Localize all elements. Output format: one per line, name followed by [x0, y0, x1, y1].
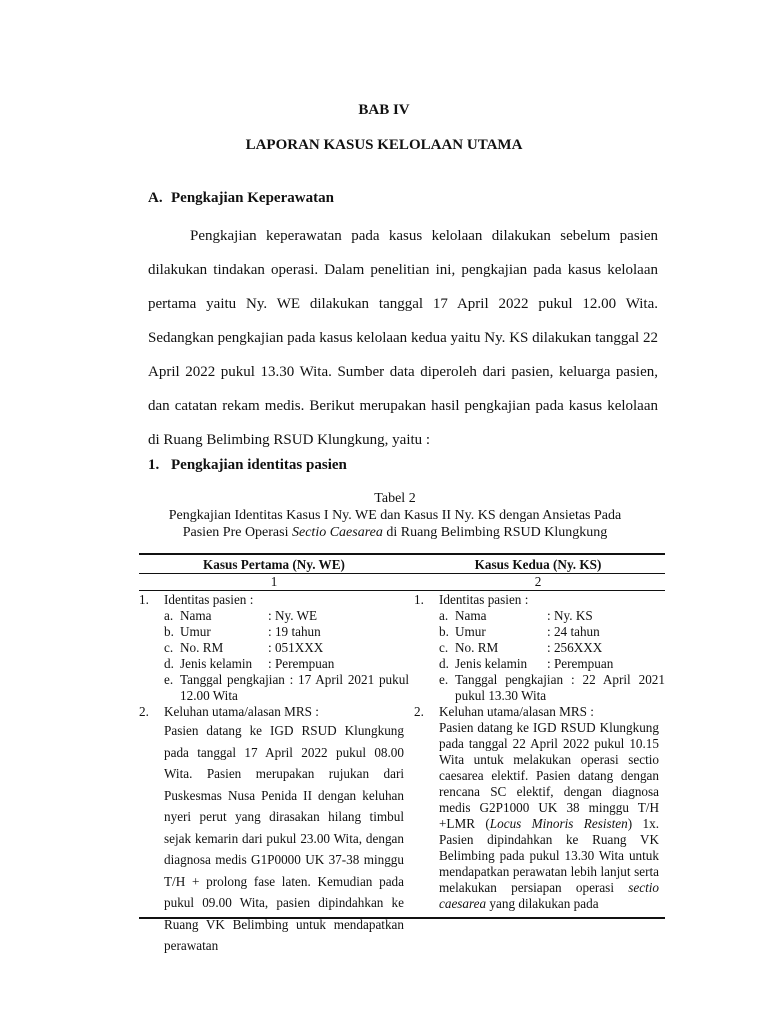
column-number-2: 2	[534, 574, 542, 589]
case2-column	[414, 592, 665, 912]
field-letter: e.	[164, 672, 174, 687]
field-medical-record	[164, 640, 409, 656]
chapter-heading: BAB IV	[358, 102, 410, 118]
field-label: Umur	[455, 624, 486, 639]
section-title: Pengkajian Keperawatan	[171, 190, 334, 206]
complaint-italic-term: sectio caesarea	[439, 880, 659, 911]
field-value: : Perempuan	[268, 656, 335, 671]
field-assessment-date	[164, 672, 409, 704]
item-title: Keluhan utama/alasan MRS :	[439, 704, 594, 719]
field-label: Umur	[180, 624, 211, 639]
subsection-number: 1.	[148, 457, 160, 473]
item-number: 2.	[414, 704, 424, 719]
case1-identity-item	[139, 592, 409, 704]
complaint-text-part: Pasien datang ke IGD RSUD Klungkung pada tanggal 22 April 2022 pukul 10.15 Wita untuk melakukan operasi sectio caesarea elektif. Pasien datang dengan rencana SC elektif, dengan diagnosa medis G2P1000 UK 38 minggu T/H +LMR (	[439, 720, 659, 831]
table-number-row	[139, 574, 665, 591]
field-text: Tanggal pengkajian : 22 April 2021 pukul 13.30 Wita	[455, 672, 665, 703]
section-heading	[148, 189, 334, 207]
complaint-text: Pasien datang ke IGD RSUD Klungkung pada tanggal 17 April 2022 pukul 08.00 Wita. Pasien merupakan rujukan dari Puskesmas Nusa Penida II dengan keluhan nyeri perut yang dirasakan hilang timbul sejak kemarin dari pukul 23.00 Wita, dengan diagnosa medis G1P0000 UK 37-38 minggu T/H + prolong fase laten. Kemudian pada pukul 09.00 Wita, pasien dipindahkan ke Ruang VK Belimbing untuk mendapatkan perawatan	[164, 723, 404, 953]
field-label: No. RM	[455, 640, 499, 655]
case1-complaint-item	[139, 704, 409, 957]
case1-column	[139, 592, 409, 957]
item-number: 2.	[139, 704, 149, 719]
item-number: 1.	[139, 592, 149, 607]
table-label: Tabel 2	[374, 491, 416, 506]
caption-text-before: Pasien Pre Operasi	[182, 525, 292, 540]
field-value: : 256XXX	[547, 640, 603, 655]
field-value: : 24 tahun	[547, 624, 600, 639]
table-caption-line1: Pengkajian Identitas Kasus I Ny. WE dan Kasus II Ny. KS dengan Ansietas Pada	[168, 508, 622, 523]
header-case1: Kasus Pertama (Ny. WE)	[203, 557, 345, 572]
caption-italic-term: Sectio Caesarea	[292, 525, 383, 540]
intro-paragraph: Pengkajian keperawatan pada kasus kelolaan dilakukan sebelum pasien dilakukan tindakan operasi. Dalam penelitian ini, pengkajian pada kasus kelolaan pertama yaitu Ny. WE dilakukan tanggal 17 April 2022 pukul 12.00 Wita. Sedangkan pengkajian pada kasus kelolaan kedua yaitu Ny. KS dilakukan tanggal 22 April 2022 pukul 13.30 Wita. Sumber data diperoleh dari pasien, keluarga pasien, dan catatan rekam medis. Berikut merupakan hasil pengkajian pada kasus kelolaan di Ruang Belimbing RSUD Klungkung, yaitu :	[148, 228, 658, 448]
complaint-text	[439, 720, 659, 912]
field-age	[439, 624, 665, 640]
field-letter: d.	[439, 656, 449, 671]
identity-table	[139, 553, 665, 953]
field-letter: c.	[439, 640, 449, 655]
case2-identity-item	[414, 592, 665, 704]
item-title: Keluhan utama/alasan MRS :	[164, 704, 319, 719]
field-letter: b.	[439, 624, 449, 639]
field-letter: d.	[164, 656, 174, 671]
field-letter: c.	[164, 640, 174, 655]
table-caption-line2	[130, 524, 660, 541]
item-title: Identitas pasien :	[439, 592, 529, 607]
field-gender	[439, 656, 665, 672]
caption-text-after: di Ruang Belimbing RSUD Klungkung	[382, 525, 608, 540]
field-label: Jenis kelamin	[180, 656, 253, 671]
header-case2: Kasus Kedua (Ny. KS)	[474, 557, 602, 572]
field-letter: e.	[439, 672, 449, 687]
field-value: : 051XXX	[268, 640, 324, 655]
field-name	[164, 608, 409, 624]
field-gender	[164, 656, 409, 672]
field-label: No. RM	[180, 640, 224, 655]
complaint-italic-term: Locus Minoris Resisten	[489, 816, 628, 831]
field-assessment-date	[439, 672, 665, 704]
field-value: : Ny. KS	[547, 608, 593, 623]
field-medical-record	[439, 640, 665, 656]
field-label: Nama	[180, 608, 212, 623]
subsection-heading	[148, 456, 347, 474]
complaint-text-part: ) 1x. Pasien dipindahkan ke Ruang VK Belimbing pada pukul 13.30 Wita untuk mendapatkan perawatan lebih lanjut serta melakukan persiapan operasi	[439, 816, 659, 895]
field-text: Tanggal pengkajian : 17 April 2021 pukul 12.00 Wita	[180, 672, 409, 703]
field-letter: a.	[164, 608, 174, 623]
subsection-title: Pengkajian identitas pasien	[171, 457, 347, 473]
item-number: 1.	[414, 592, 424, 607]
field-age	[164, 624, 409, 640]
field-value: : Perempuan	[547, 656, 614, 671]
case2-complaint-item	[414, 704, 665, 912]
field-label: Nama	[455, 608, 487, 623]
field-letter: b.	[164, 624, 174, 639]
report-title: LAPORAN KASUS KELOLAAN UTAMA	[245, 137, 523, 153]
column-number-1: 1	[270, 574, 278, 589]
field-letter: a.	[439, 608, 449, 623]
table-header-row	[139, 557, 665, 574]
field-value: : 19 tahun	[268, 624, 321, 639]
complaint-text-part: yang dilakukan pada	[486, 896, 599, 911]
item-title: Identitas pasien :	[164, 592, 254, 607]
field-label: Jenis kelamin	[455, 656, 528, 671]
section-number: A.	[148, 190, 163, 206]
field-name	[439, 608, 665, 624]
field-value: : Ny. WE	[268, 608, 318, 623]
